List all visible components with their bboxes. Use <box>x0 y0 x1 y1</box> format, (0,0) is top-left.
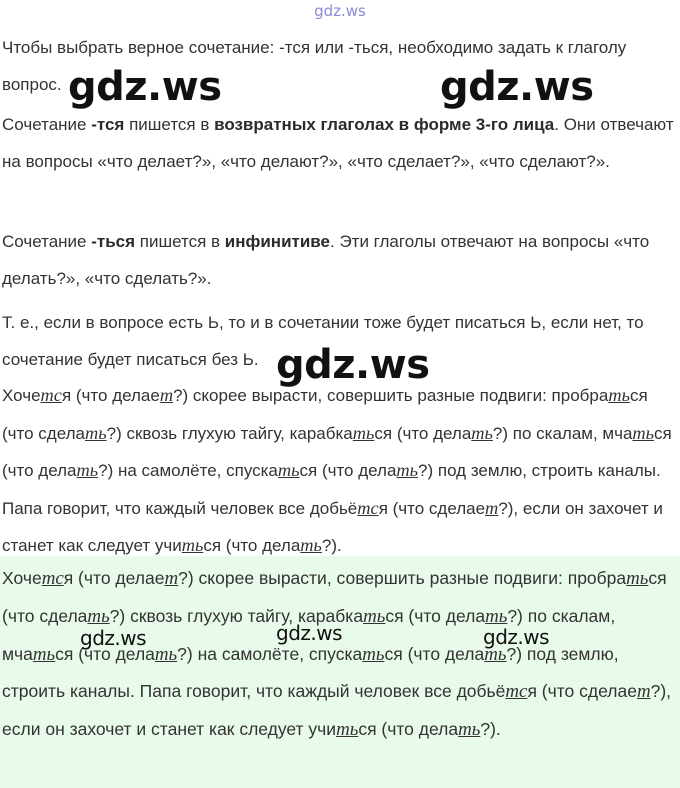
exercise-segment: ся (что дела <box>55 643 155 664</box>
watermark: gdz.ws <box>68 64 222 110</box>
exercise-segment: ?) по скалам, мча <box>492 423 633 443</box>
verb-ending: ть <box>608 385 630 405</box>
watermark: gdz.ws <box>483 625 550 649</box>
verb-ending: ть <box>632 422 655 443</box>
intro-paragraph: Чтобы выбрать верное сочетание: -тся или -ться, необходимо задать к глаголу вопрос. <box>2 38 627 94</box>
rule-tsya-text-2: пишется в <box>124 115 215 134</box>
exercise-segment: ?), если он захочет и станет как следует учи <box>2 681 672 740</box>
exercise-segment: ся (что сделa <box>2 568 667 626</box>
watermark-top: gdz.ws <box>314 2 366 20</box>
verb-ending: ть <box>87 605 110 627</box>
verb-ending: ть <box>84 422 107 443</box>
watermark: gdz.ws <box>276 621 343 645</box>
verb-ending: ть <box>76 460 99 480</box>
verb-ending: ть <box>336 719 359 741</box>
exercise-segment: Хоче <box>2 386 41 405</box>
exercise-segment: ?) скорее вырасти, совершить разные подвиги: пробра <box>178 568 627 588</box>
watermark: gdz.ws <box>276 342 430 388</box>
verb-ending: ть <box>181 535 204 555</box>
exercise-segment: ся (что дела <box>299 461 397 480</box>
watermark: gdz.ws <box>440 64 594 110</box>
exercise-segment: ?) по скалам, мча <box>2 605 616 664</box>
exercise-segment: ?) скорее вырасти, совершить разные подвиги: пробра <box>173 386 609 405</box>
verb-ending: т <box>636 681 651 703</box>
verb-ending: ть <box>277 460 300 480</box>
verb-ending: ть <box>363 605 386 627</box>
verb-ending: ть <box>626 568 649 589</box>
watermark: gdz.ws <box>80 626 147 650</box>
verb-ending: ть <box>458 719 481 741</box>
exercise-segment: ?). <box>480 719 501 740</box>
exercise-segment: Хоче <box>2 568 42 588</box>
exercise-segment: ся (что дела <box>384 643 485 664</box>
verb-ending: т <box>159 385 174 405</box>
verb-ending: ть <box>362 643 385 665</box>
exercise-segment: я (что делае <box>63 568 165 588</box>
verb-ending: т <box>485 497 499 518</box>
exercise-segment: ?) сквозь глухую тайгу, карабка <box>109 605 364 626</box>
exercise-segment: я (что сделае <box>378 498 486 518</box>
rule-tsya-suffix: -тся <box>91 115 125 134</box>
verb-ending: тс <box>505 681 528 703</box>
verb-ending: тс <box>40 385 62 405</box>
rule-tsya-paragraph <box>2 107 678 180</box>
verb-ending: тс <box>357 497 379 518</box>
verb-ending: ть <box>485 605 508 627</box>
exercise-segment: ?) на самолёте, спуска <box>98 461 278 480</box>
exercise-segment: ?). <box>321 536 342 555</box>
exercise-segment: ?), если он захочет и станет как следует учи <box>2 498 663 555</box>
summary-paragraph: Т. е., если в вопросе есть Ь, то и в сочетании тоже будет писаться Ь, если нет, то сочетание будет писаться без Ь. <box>2 313 644 369</box>
exercise-segment: ся (что дела <box>2 423 672 480</box>
exercise-segment: ся (что дела <box>203 536 301 555</box>
rule-tsya-soft-text-1: Сочетание <box>2 232 92 251</box>
rule-tsya-form: возвратных глаголах в форме 3-го лица <box>214 115 555 134</box>
exercise-segment: ?) на самолёте, спуска <box>177 643 363 664</box>
rule-tsya-soft-text-2: пишется в <box>135 232 225 251</box>
rule-tsya-soft-paragraph <box>2 224 678 297</box>
answer-text <box>2 560 678 749</box>
verb-ending: ть <box>484 643 507 665</box>
exercise-segment: ?) под землю, строить каналы. Папа говорит, что каждый человек все добьё <box>2 643 619 702</box>
exercise-segment: ся (что сделa <box>2 386 648 443</box>
exercise-segment: ся (что дела <box>385 605 486 626</box>
verb-ending: т <box>164 568 179 589</box>
exercise-segment: ся (что дела <box>358 719 459 740</box>
rule-tsya-text-1: Сочетание <box>2 115 92 134</box>
verb-ending: ть <box>396 460 419 480</box>
verb-ending: ть <box>32 643 56 665</box>
rule-tsya-text-3: . Они отвечают на вопросы «что делает?», «что делают?», «что сделает?», «что сделают?». <box>2 115 674 171</box>
rule-tsya-soft-form: инфинитиве <box>224 232 330 251</box>
verb-ending: ть <box>300 535 322 555</box>
verb-ending: ть <box>352 422 375 443</box>
exercise-segment: ся (что дела <box>374 423 472 443</box>
exercise-text <box>2 377 678 565</box>
exercise-segment: ?) сквозь глухую тайгу, карабка <box>106 423 353 443</box>
verb-ending: тс <box>41 568 64 589</box>
rule-tsya-soft-suffix: -ться <box>91 232 136 251</box>
verb-ending: ть <box>154 643 178 665</box>
exercise-segment: я (что сделае <box>527 681 637 702</box>
rule-tsya-soft-text-3: . Эти глаголы отвечают на вопросы «что делать?», «что сделать?». <box>2 232 650 288</box>
exercise-segment: ?) под землю, строить каналы. Папа говорит, что каждый человек все добьё <box>2 461 661 518</box>
verb-ending: ть <box>471 422 493 443</box>
exercise-segment: я (что делае <box>61 386 160 405</box>
